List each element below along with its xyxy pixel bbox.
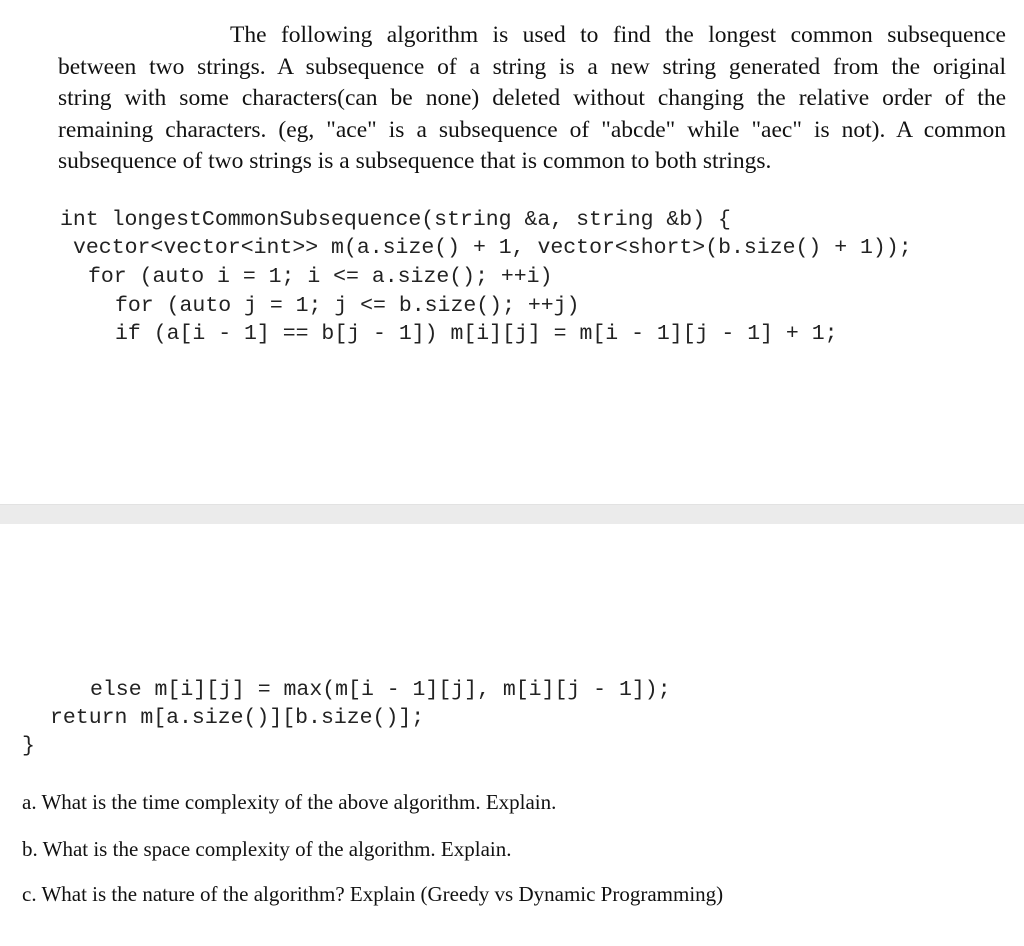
question-b: b. What is the space complexity of the algorithm. Explain. [22,837,512,861]
intro-line: The following algorithm is used to find the longest common subsequence [230,22,1006,48]
divider-band [0,504,1024,524]
code-line: int longestCommonSubsequence(string &a, string &b) { [60,208,731,232]
code-line: for (auto j = 1; j <= b.size(); ++j) [115,294,580,318]
code-line: } [22,734,35,758]
code-line: if (a[i - 1] == b[j - 1]) m[i][j] = m[i - 1][j - 1] + 1; [115,322,838,346]
intro-line: string with some characters(can be none) deleted without changing the relative order of the [58,85,1006,111]
code-line: vector<vector<int>> m(a.size() + 1, vector<short>(b.size() + 1)); [73,236,912,260]
code-line: return m[a.size()][b.size()]; [50,706,425,730]
intro-line: remaining characters. (eg, "ace" is a subsequence of "abcde" while "aec" is not). A common [58,116,1006,143]
code-line: for (auto i = 1; i <= a.size(); ++i) [88,265,553,289]
question-a: a. What is the time complexity of the above algorithm. Explain. [22,790,557,814]
intro-line: between two strings. A subsequence of a string is a new string generated from the original [58,53,1006,80]
intro-paragraph [58,20,1006,178]
code-line: else m[i][j] = max(m[i - 1][j], m[i][j - 1]); [90,678,671,702]
intro-line: subsequence of two strings is a subsequence that is common to both strings. [58,148,772,174]
question-c: c. What is the nature of the algorithm? Explain (Greedy vs Dynamic Programming) [22,882,724,906]
